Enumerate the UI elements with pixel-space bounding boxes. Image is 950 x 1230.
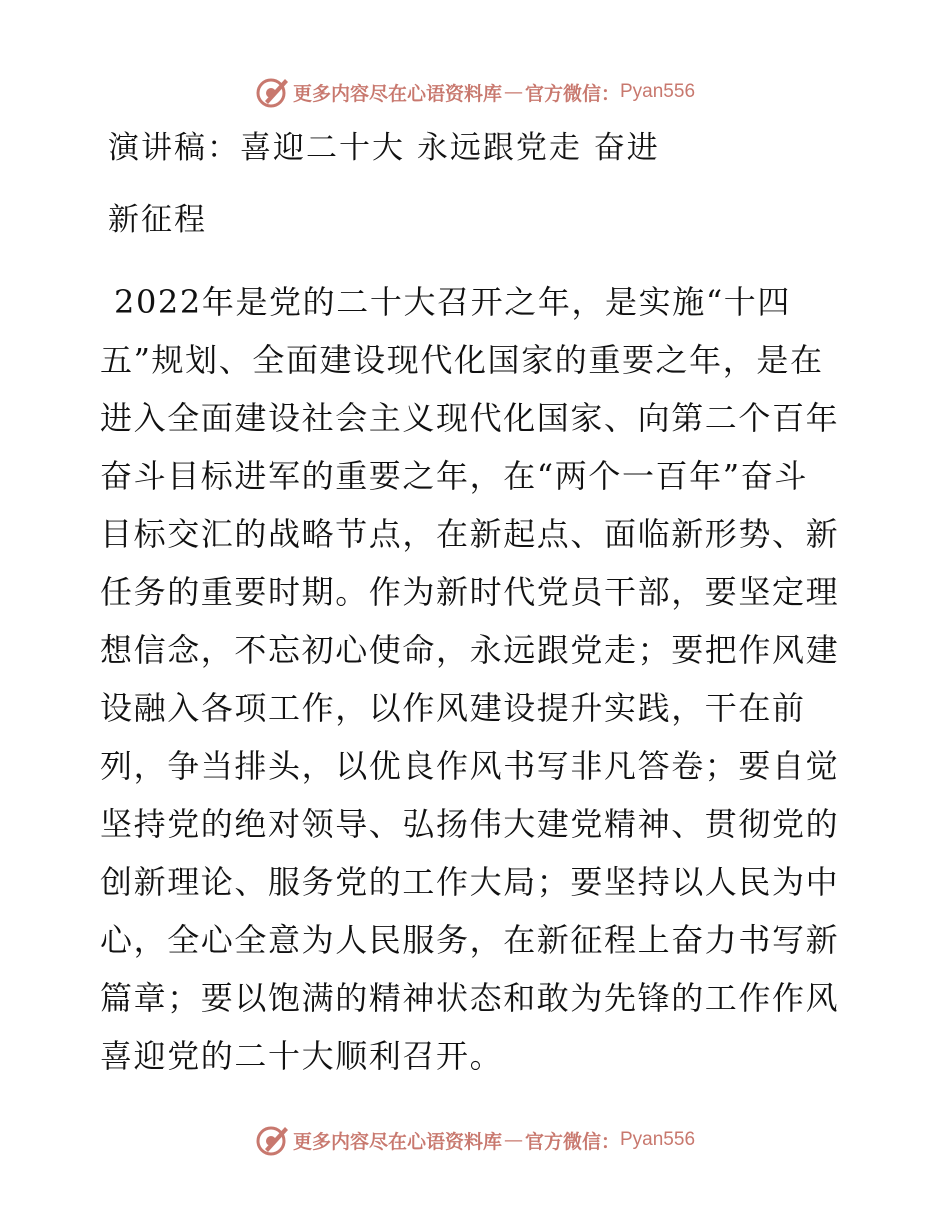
text-line: 任务的重要时期。作为新时代党员干部，要坚定理 [100,573,840,611]
body-paragraph [100,273,860,1085]
text-line: 喜迎党的二十大顺利召开。 [100,1037,504,1075]
watermark-id: Pyan556 [620,1129,696,1150]
text-line: 篇章；要以饱满的精神状态和敢为先锋的工作作风 [100,979,840,1017]
footer-watermark [0,1120,950,1160]
text-line: 想信念，不忘初心使命，永远跟党走；要把作风建 [100,631,840,669]
watermark-id: Pyan556 [620,81,696,102]
pen-logo-icon [255,75,289,109]
watermark-label: 官方微信： [524,82,620,105]
text-line: 目标交汇的战略节点，在新起点、面临新形势、新 [100,515,840,553]
text-line: 2022年是党的二十大召开之年，是实施“十四 [114,283,791,321]
document-title-line-2: 新征程 [108,202,207,238]
watermark-separator: — [503,81,523,103]
text-line: 心，全心全意为人民服务，在新征程上奋力书写新 [100,921,840,959]
header-watermark [0,72,950,112]
watermark-text: 更多内容尽在心语资料库 [292,82,502,105]
watermark-text: 更多内容尽在心语资料库 [292,1130,502,1153]
watermark-separator: — [503,1129,523,1151]
watermark-label: 官方微信： [524,1130,620,1153]
document-title-line-1: 演讲稿：喜迎二十大 永远跟党走 奋进 [108,130,660,166]
text-line: 列，争当排头，以优良作风书写非凡答卷；要自觉 [100,747,840,785]
text-line: 奋斗目标进军的重要之年，在“两个一百年”奋斗 [100,457,808,495]
text-line: 坚持党的绝对领导、弘扬伟大建党精神、贯彻党的 [100,805,840,843]
pen-logo-icon [255,1123,289,1157]
text-line: 创新理论、服务党的工作大局；要坚持以人民为中 [100,863,840,901]
text-line: 设融入各项工作，以作风建设提升实践，干在前 [100,689,806,727]
text-line: 五”规划、全面建设现代化国家的重要之年，是在 [100,341,824,379]
text-line: 进入全面建设社会主义现代化国家、向第二个百年 [100,399,840,437]
